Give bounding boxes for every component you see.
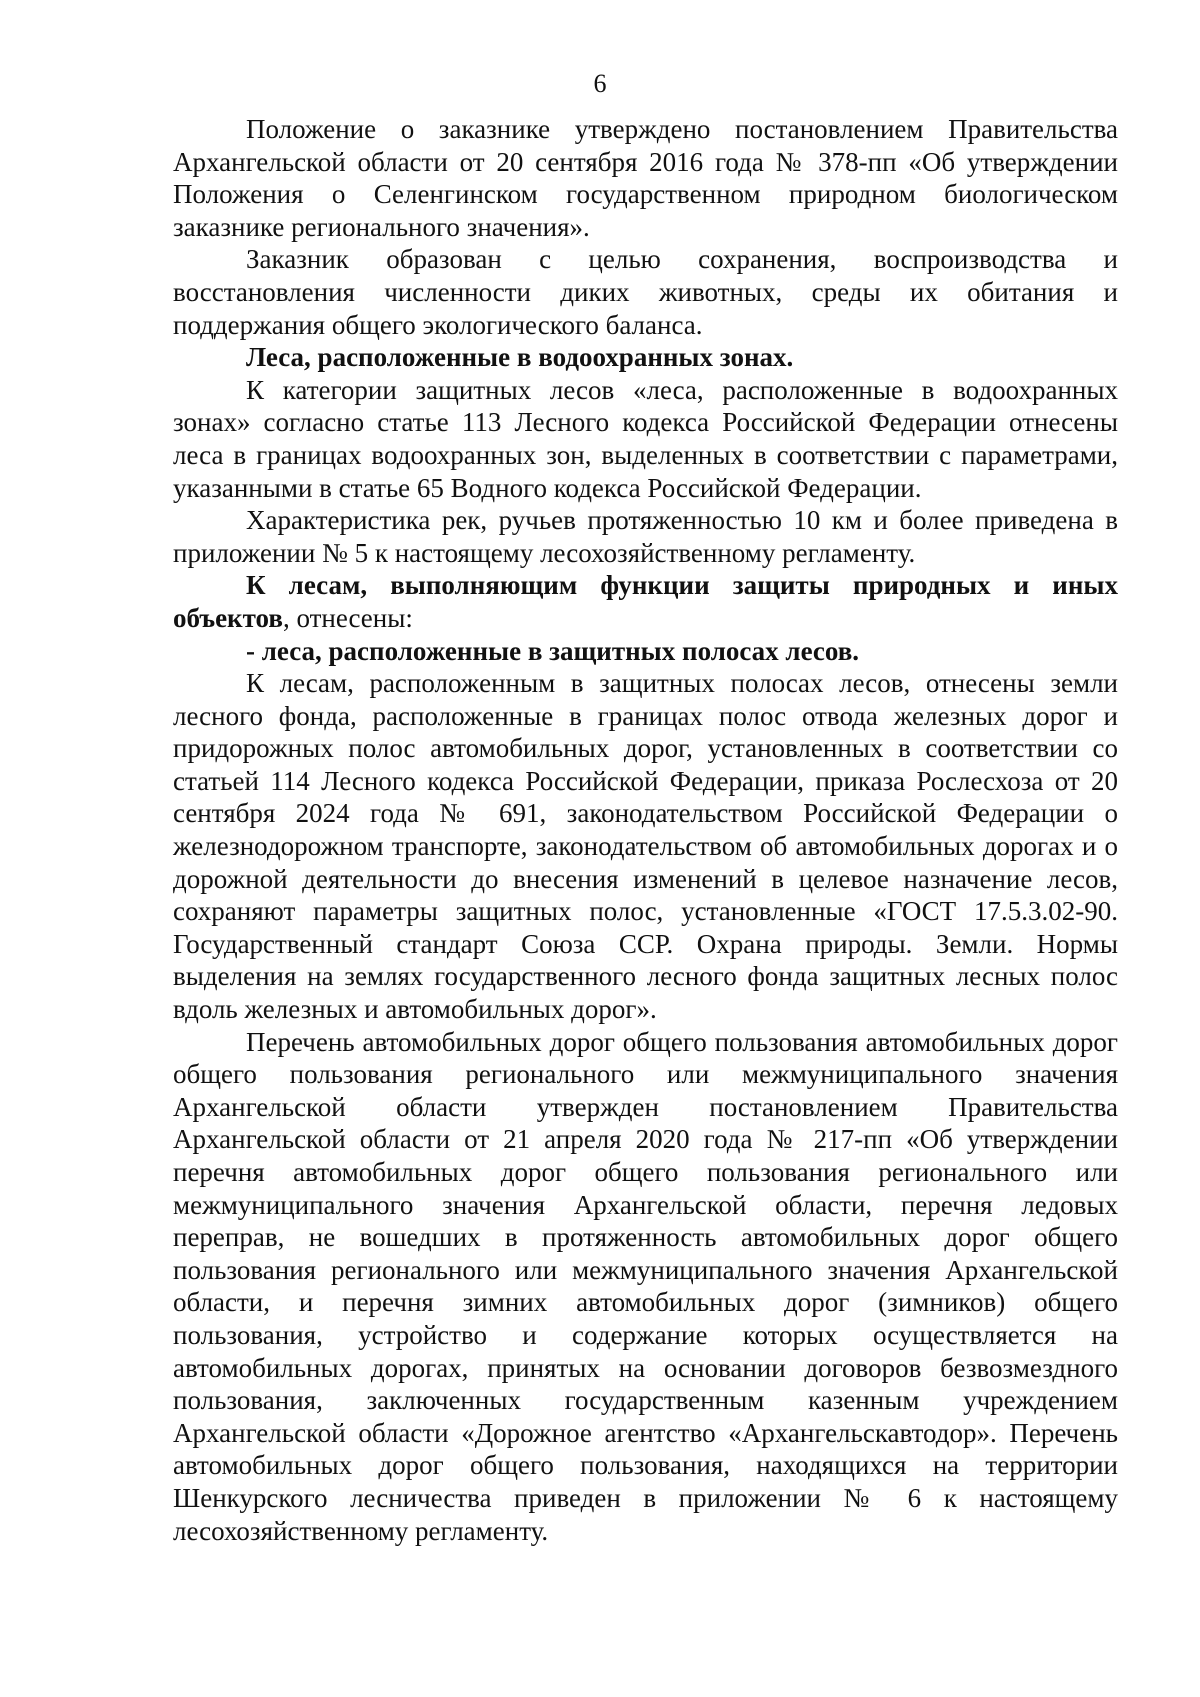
heading-protective-forests-bold: К лесам, выполняющим функции защиты природных и иных объектов [173,570,1118,633]
heading-protective-forests [173,569,1118,634]
page-number: 6 [593,69,607,98]
paragraph-rivers-characteristics: Характеристика рек, ручьев протяженностью 10 км и более приведена в приложении № 5 к настоящему лесохозяйственному регламенту. [173,505,1118,568]
heading-water-protection-forests: Леса, расположенные в водоохранных зонах. [246,342,794,373]
paragraph-protective-strips: К лесам, расположенным в защитных полосах лесов, отнесены земли лесного фонда, расположенные в границах полос отвода железных дорог и придорожных полос автомобильных дорог, установленных в соответствии со статьей 114 Лесного кодекса Российской Федерации, приказа Рослесхоза от 20 сентября 2024 года № 691, законодательством Российской Федерации о железнодорожном транспорте, законодательством об автомобильных дорогах и о дорожной деятельности до внесения изменений в целевое назначение лесов, сохраняют параметры защитных полос, установленные «ГОСТ 17.5.3.02-90. Государственный стандарт Союза ССР. Охрана природы. Земли. Нормы выделения на землях государственного лесного фонда защитных лесных полос вдоль железных и автомобильных дорог». [173,668,1118,1025]
heading-protective-strips: - леса, расположенные в защитных полосах лесов. [246,635,860,666]
paragraph-reserve-regulation: Положение о заказнике утверждено постановлением Правительства Архангельской области от 20 сентября 2016 года № 378-пп «Об утверждении Положения о Селенгинском государственном природном биологическом заказнике регионального значения». [173,114,1118,242]
heading-protective-forests-rest: , отнесены: [282,602,413,633]
document-body [173,113,1118,1547]
paragraph-reserve-purpose: Заказник образован с целью сохранения, воспроизводства и восстановления численности диких животных, среды их обитания и поддержания общего экологического баланса. [173,244,1118,340]
paragraph-water-protection-category: К категории защитных лесов «леса, расположенные в водоохранных зонах» согласно статье 113 Лесного кодекса Российской Федерации отнесены леса в границах водоохранных зон, выделенных в соответствии с параметрами, указанными в статье 65 Водного кодекса Российской Федерации. [173,374,1118,503]
paragraph-roads-list: Перечень автомобильных дорог общего пользования автомобильных дорог общего пользования регионального или межмуниципального значения Архангельской области утвержден постановлением Правительства Архангельской области от 21 апреля 2020 года № 217-пп «Об утверждении перечня автомобильных дорог общего пользования регионального или межмуниципального значения Архангельской области, перечня ледовых переправ, не вошедших в протяженность автомобильных дорог общего пользования регионального или межмуниципального значения Архангельской области, и перечня зимних автомобильных дорог (зимников) общего пользования, устройство и содержание которых осуществляется на автомобильных дорогах, принятых на основании договоров безвозмездного пользования, заключенных государственным казенным учреждением Архангельской области «Дорожное агентство «Архангельскавтодор». Перечень автомобильных дорог общего пользования, находящихся на территории Шенкурского лесничества приведен в приложении № 6 к настоящему лесохозяйственному регламенту. [173,1026,1118,1546]
